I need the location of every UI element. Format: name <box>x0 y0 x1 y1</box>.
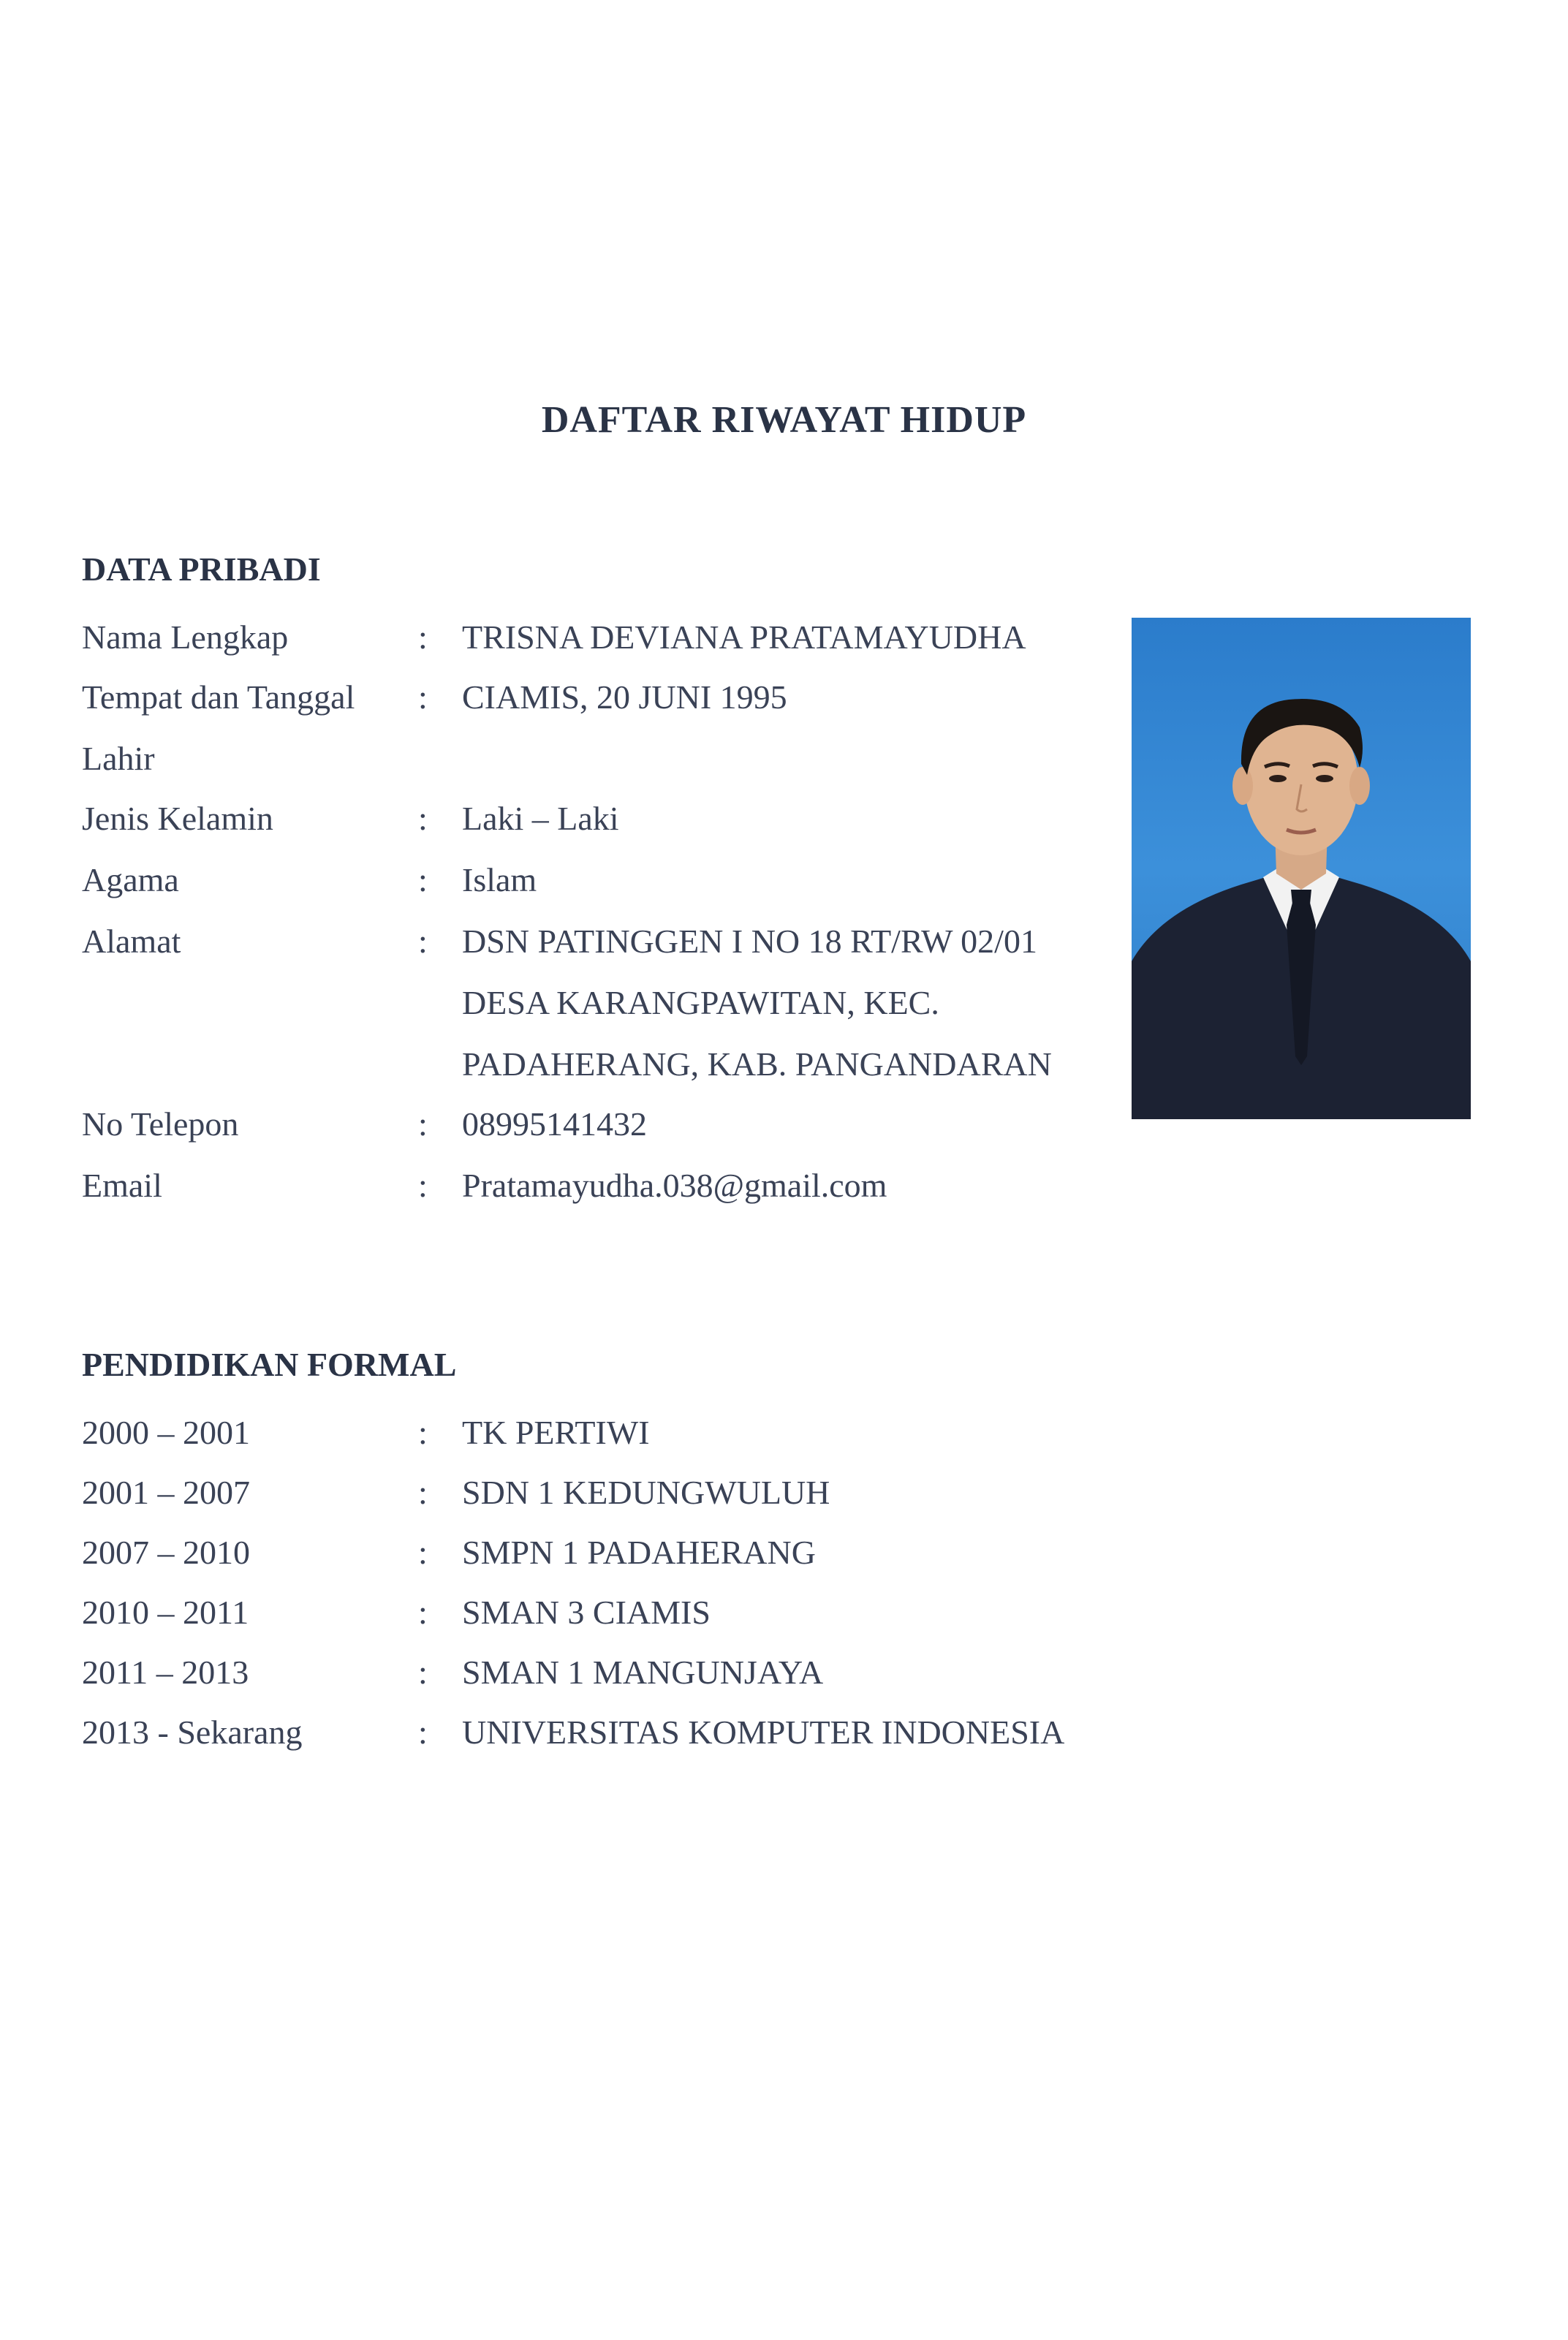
row-colon: : <box>418 1105 428 1143</box>
row-value: DSN PATINGGEN I NO 18 RT/RW 02/01 DESA KARANGPAWITAN, KEC. PADAHERANG, KAB. PANGANDARAN <box>462 923 1052 1083</box>
row-value: SMAN 3 CIAMIS <box>462 1594 711 1631</box>
row-label: 2013 - Sekarang <box>82 1714 303 1751</box>
row-label: Tempat dan Tanggal Lahir <box>82 678 355 777</box>
section-heading-education: PENDIDIKAN FORMAL <box>82 1346 457 1383</box>
row-colon: : <box>418 923 428 960</box>
row-value: 08995141432 <box>462 1105 647 1143</box>
row-colon: : <box>418 1414 428 1451</box>
row-colon: : <box>418 1714 428 1751</box>
row-value: SMAN 1 MANGUNJAYA <box>462 1654 824 1691</box>
row-label: 2001 – 2007 <box>82 1474 250 1511</box>
row-colon: : <box>418 1594 428 1631</box>
row-label: 2000 – 2001 <box>82 1414 250 1451</box>
document-title: DAFTAR RIWAYAT HIDUP <box>541 399 1027 441</box>
portrait-photo <box>1132 618 1471 1119</box>
person-portrait-icon <box>1132 618 1471 1119</box>
row-colon: : <box>418 1654 428 1691</box>
row-colon: : <box>418 618 428 656</box>
row-label: Email <box>82 1167 162 1204</box>
row-value: Pratamayudha.038@gmail.com <box>462 1167 887 1204</box>
row-colon: : <box>418 1167 428 1204</box>
section-heading-personal: DATA PRIBADI <box>82 550 321 588</box>
row-colon: : <box>418 800 428 837</box>
row-value: TRISNA DEVIANA PRATAMAYUDHA <box>462 618 1026 656</box>
row-label: Jenis Kelamin <box>82 800 273 837</box>
row-label: Agama <box>82 861 179 898</box>
row-value: TK PERTIWI <box>462 1414 650 1451</box>
row-value: SMPN 1 PADAHERANG <box>462 1534 816 1571</box>
row-label: Nama Lengkap <box>82 618 289 656</box>
row-label: Alamat <box>82 923 181 960</box>
row-colon: : <box>418 1474 428 1511</box>
row-label: 2007 – 2010 <box>82 1534 250 1571</box>
row-value: SDN 1 KEDUNGWULUH <box>462 1474 830 1511</box>
row-label: 2011 – 2013 <box>82 1654 249 1691</box>
row-value: UNIVERSITAS KOMPUTER INDONESIA <box>462 1714 1065 1751</box>
row-value: Islam <box>462 861 537 898</box>
row-value: CIAMIS, 20 JUNI 1995 <box>462 678 787 716</box>
row-label: 2010 – 2011 <box>82 1594 249 1631</box>
row-label: No Telepon <box>82 1105 239 1143</box>
row-value: Laki – Laki <box>462 800 619 837</box>
row-colon: : <box>418 678 428 716</box>
row-colon: : <box>418 861 428 898</box>
row-colon: : <box>418 1534 428 1571</box>
